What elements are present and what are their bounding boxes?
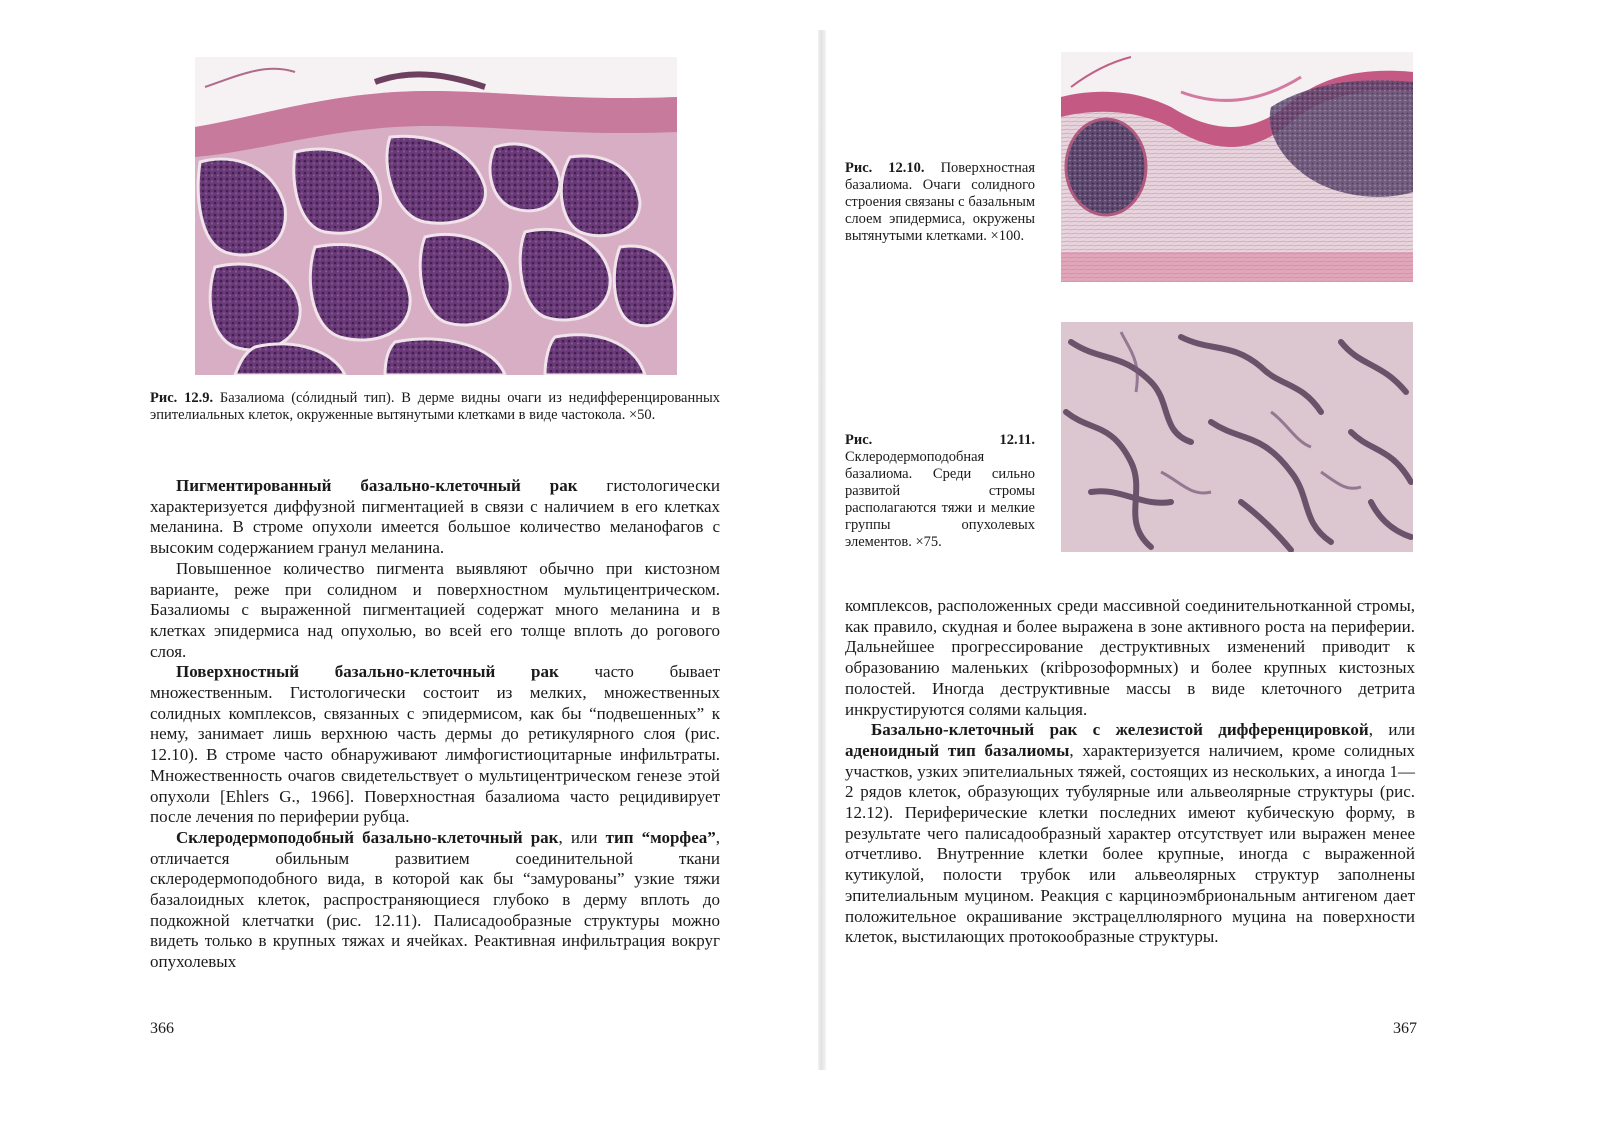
figure-label: Рис. 12.10. <box>845 160 925 176</box>
paragraph: Пигментированный базально-клеточный рак гистологически характеризуется диффузной пигментацией в связи с наличием в его клетках меланина. В строме опухоли имеется большое количество меланофагов с высоким содержанием гранул меланина. <box>150 476 720 558</box>
figure-label: Рис. 12.9. <box>150 390 214 406</box>
page-number: 366 <box>150 1020 174 1037</box>
right-page <box>800 0 1601 1131</box>
figure-12-9-caption <box>150 390 720 424</box>
paragraph: Базально-клеточный рак с железистой дифференцировкой, или аденоидный тип базалиомы, характеризуется наличием, кроме солидных участков, узких эпителиальных тяжей, состоящих из нескольких, а иногда 1—2 рядов клеток, образующих тубулярные или альвеолярные структуры (рис. 12.12). Периферические клетки последних имеют кубическую форму, в результате чего палисадообразный характер отсутствует или выражен менее отчетливо. Внутренние клетки более крупные, иногда с выраженной кутикулой, полости трубок или альвеолярных структур заполнены эпителиальным муцином. Реакция с карциноэмбриональным антигеном дает положительное окрашивание экстрацеллюлярного муцина на поверхности клеток, выстилающих протокообразные структуры. <box>845 720 1415 947</box>
paragraph: Склеродермоподобный базально-клеточный рак, или тип “морфеа”, отличается обильным развитием соединительной ткани склеродермоподобного вида, в которой как бы “замурованы” узкие тяжи базалоидных клеток, распространяющиеся глубоко в дерму вплоть до подкожной клетчатки (рис. 12.11). Палисадообразные структуры можно видеть только в крупных тяжах и ячейках. Реактивная инфильтрация вокруг опухолевых <box>150 827 720 972</box>
figure-12-11-caption <box>845 432 1035 551</box>
term-pigmented-bcc: Пигментированный базально-клеточный рак <box>176 476 578 495</box>
page-number: 367 <box>1393 1020 1417 1037</box>
paragraph: комплексов, расположенных среди массивной соединительнотканной стромы, как правило, скудная и более выражена в зоне активного роста на периферии. Дальнейшее прогрессирование деструктивных изменений приводит к образованию маленьких (кribрозоформных) и более крупных кистозных полостей. Иногда деструктивные массы в виде клеточного детрита инкрустируются солями кальция. <box>845 596 1415 719</box>
figure-label: Рис. 12.11. <box>845 432 1035 448</box>
figure-12-10-image <box>1061 52 1413 282</box>
term-morphea: тип “морфеа” <box>605 827 716 847</box>
figure-12-9-image <box>195 57 677 375</box>
paragraph: Поверхностный базально-клеточный рак часто бывает множественным. Гистологически состоит из мелких, множественных солидных комплексов, связанных с эпидермисом, как бы “подвешенных” к нему, занимает лишь верхнюю часть дермы до ретикулярного слоя (рис. 12.10). В строме часто обнаруживают лимфогистиоцитарные инфильтраты. Множественность очагов свидетельствует о мультицентрическом генезе этой опухоли [Ehlers G., 1966]. Поверхностная базалиома часто рецидивирует после лечения по периферии рубца. <box>150 662 720 827</box>
caption-text: Базалиома (сóлидный тип). В дерме видны очаги из недифференцированных эпителиальных клеток, окруженные вытянутыми клетками в виде частокола. ×50. <box>150 390 720 423</box>
caption-text: Поверхностная базалиома. Очаги солидного строения связаны с базальным слоем эпидермиса, окружены вытянутыми клетками. ×100. <box>845 160 1035 244</box>
paragraph: Повышенное количество пигмента выявляют обычно при кистозном варианте, реже при солидном и поверхностном мультицентрическом. Базалиомы с выраженной пигментацией содержат много меланина и в клетках эпидермиса над опухолью, во всей его толще вплоть до рогового слоя. <box>150 558 720 661</box>
figure-12-11-image <box>1061 322 1413 552</box>
left-page-text <box>150 476 720 973</box>
term-adenoid-type: аденоидный тип базалиомы <box>845 740 1070 760</box>
caption-text: Склеродермоподобная базалиома. Среди сильно развитой стромы располагаются тяжи и мелкие группы опухолевых элементов. ×75. <box>845 449 1035 550</box>
figure-12-10-caption <box>845 160 1035 245</box>
term-superficial-bcc: Поверхностный базально-клеточный рак <box>176 662 559 682</box>
term-glandular-bcc: Базально-клеточный рак с железистой дифференцировкой <box>871 720 1369 740</box>
term-sclerodermiform-bcc: Склеродермоподобный базально-клеточный рак <box>176 827 559 847</box>
right-page-text <box>845 596 1415 948</box>
left-page <box>0 0 800 1131</box>
